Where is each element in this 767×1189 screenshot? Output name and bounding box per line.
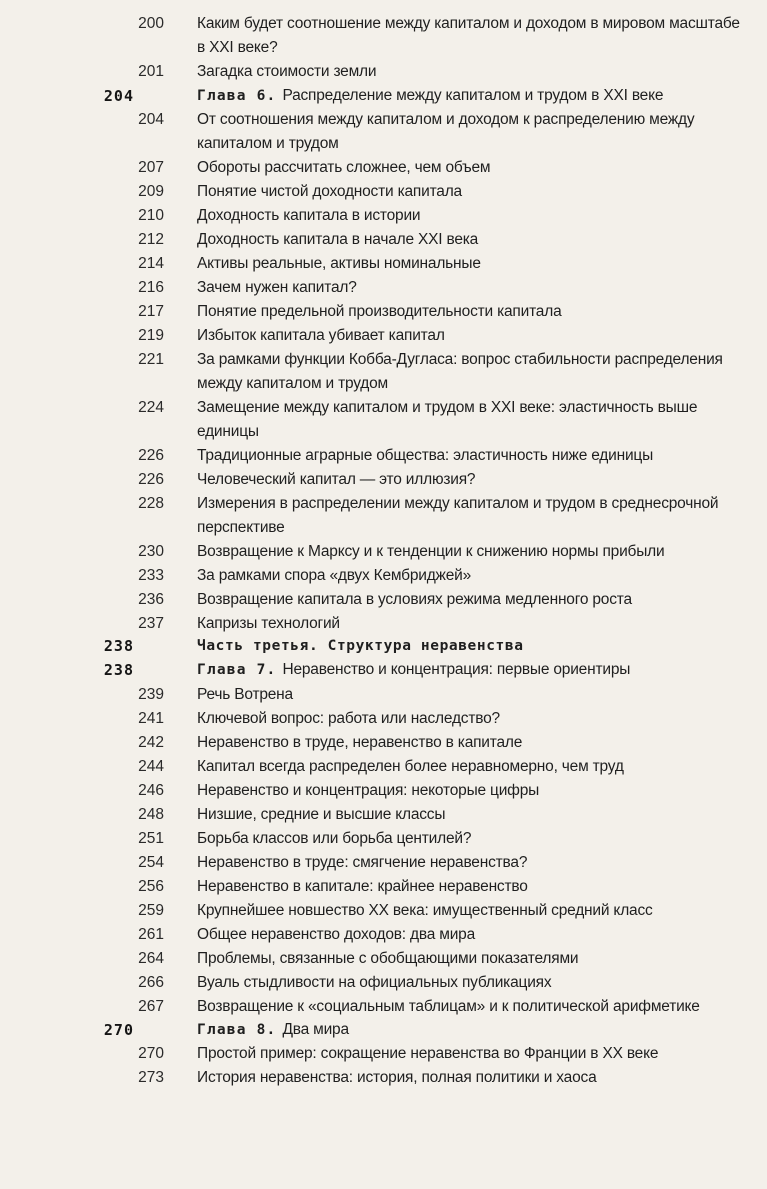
page-number: 210 [138, 207, 164, 224]
entry-title-wrap [197, 707, 742, 731]
entry-title-wrap [197, 683, 742, 707]
entry-title-wrap [197, 468, 742, 492]
section-title: От соотношения между капиталом и доходом к распределению между капиталом и трудом [197, 111, 695, 152]
section-title: За рамками спора «двух Кембриджей» [197, 567, 472, 584]
section-title: За рамками функции Кобба-Дугласа: вопрос стабильности распределения между капиталом и трудом [197, 351, 723, 392]
entry-title-wrap [197, 12, 742, 60]
page-number: 264 [138, 950, 164, 967]
entry-title-wrap [197, 444, 742, 468]
entry-title-wrap [197, 588, 742, 612]
entry-title-wrap [197, 851, 742, 875]
entry-title-wrap [197, 300, 742, 324]
chapter-title: Два мира [282, 1021, 349, 1038]
section-title: История неравенства: история, полная политики и хаоса [197, 1069, 597, 1086]
entry-title-wrap [197, 899, 742, 923]
chapter-label: Глава 6. [197, 88, 277, 104]
section-title: Зачем нужен капитал? [197, 279, 357, 296]
chapter-label: Глава 8. [197, 1022, 277, 1038]
entry-title-wrap [197, 971, 742, 995]
entry-title-wrap [197, 348, 742, 396]
page-number: 219 [138, 327, 164, 344]
section-title: Понятие предельной производительности капитала [197, 303, 562, 320]
page-number: 212 [138, 231, 164, 248]
page-number: 251 [138, 830, 164, 847]
entry-title-wrap [197, 84, 742, 108]
entry-title-wrap [197, 204, 742, 228]
page-number: 207 [138, 159, 164, 176]
section-title: Избыток капитала убивает капитал [197, 327, 445, 344]
section-title: Ключевой вопрос: работа или наследство? [197, 710, 500, 727]
entry-title-wrap [197, 1042, 742, 1066]
page-number: 204 [103, 87, 134, 105]
section-title: Борьба классов или борьба центилей? [197, 830, 472, 847]
page-number: 246 [138, 782, 164, 799]
page-number: 200 [138, 15, 164, 32]
page-number: 236 [138, 591, 164, 608]
page-number: 216 [138, 279, 164, 296]
page-number: 259 [138, 902, 164, 919]
page-number: 221 [138, 351, 164, 368]
section-title: Капризы технологий [197, 615, 340, 632]
section-title: Проблемы, связанные с обобщающими показателями [197, 950, 579, 967]
page-number: 237 [138, 615, 164, 632]
entry-title-wrap [197, 803, 742, 827]
entry-title-wrap [197, 180, 742, 204]
page-number: 248 [138, 806, 164, 823]
page-number: 209 [138, 183, 164, 200]
page-number: 238 [103, 637, 134, 655]
entry-title-wrap [197, 875, 742, 899]
page-number: 242 [138, 734, 164, 751]
section-title: Неравенство в труде: смягчение неравенства? [197, 854, 528, 871]
page-number: 226 [138, 471, 164, 488]
entry-title-wrap [197, 564, 742, 588]
entry-title-wrap [197, 156, 742, 180]
entry-title-wrap [197, 755, 742, 779]
part-title: Часть третья. Структура неравенства [197, 638, 524, 654]
section-title: Речь Вотрена [197, 686, 293, 703]
section-title: Традиционные аграрные общества: эластичность ниже единицы [197, 447, 654, 464]
section-title: Капитал всегда распределен более неравномерно, чем труд [197, 758, 624, 775]
entry-title-wrap [197, 947, 742, 971]
section-title: Простой пример: сокращение неравенства во Франции в XX веке [197, 1045, 659, 1062]
entry-title-wrap [197, 252, 742, 276]
entry-title-wrap [197, 1066, 742, 1090]
page-number: 230 [138, 543, 164, 560]
page-number: 244 [138, 758, 164, 775]
page-number: 254 [138, 854, 164, 871]
entry-title-wrap [197, 923, 742, 947]
entry-title-wrap [197, 995, 742, 1019]
section-title: Обороты рассчитать сложнее, чем объем [197, 159, 491, 176]
section-title: Понятие чистой доходности капитала [197, 183, 462, 200]
page-number: 228 [138, 495, 164, 512]
section-title: Возвращение к Марксу и к тенденции к снижению нормы прибыли [197, 543, 665, 560]
section-title: Низшие, средние и высшие классы [197, 806, 446, 823]
section-title: Неравенство в капитале: крайнее неравенство [197, 878, 528, 895]
entry-title-wrap [197, 540, 742, 564]
entry-title-wrap [197, 396, 742, 444]
entry-title-wrap [197, 658, 742, 682]
entry-title-wrap [197, 827, 742, 851]
page-number: 217 [138, 303, 164, 320]
page-number: 214 [138, 255, 164, 272]
section-title: Неравенство и концентрация: некоторые цифры [197, 782, 540, 799]
page-number: 270 [138, 1045, 164, 1062]
entry-title-wrap [197, 1018, 742, 1042]
section-title: Возвращение капитала в условиях режима медленного роста [197, 591, 632, 608]
page-number: 261 [138, 926, 164, 943]
section-title: Вуаль стыдливости на официальных публикациях [197, 974, 552, 991]
entry-title-wrap [197, 108, 742, 156]
page-number: 267 [138, 998, 164, 1015]
entry-title-wrap [197, 612, 742, 636]
entry-title-wrap [197, 228, 742, 252]
page-number: 266 [138, 974, 164, 991]
entry-title-wrap [197, 324, 742, 348]
section-title: Доходность капитала в начале XXI века [197, 231, 479, 248]
entry-title-wrap [197, 60, 742, 84]
page-number: 201 [138, 63, 164, 80]
entry-title-wrap [197, 276, 742, 300]
section-title: Возвращение к «социальным таблицам» и к политической арифметике [197, 998, 700, 1015]
section-title: Доходность капитала в истории [197, 207, 421, 224]
entry-title-wrap [197, 731, 742, 755]
section-title: Крупнейшее новшество XX века: имущественный средний класс [197, 902, 653, 919]
section-title: Измерения в распределении между капиталом и трудом в среднесрочной перспективе [197, 495, 719, 536]
page-number: 239 [138, 686, 164, 703]
entry-title-wrap [197, 779, 742, 803]
entry-title-wrap [197, 634, 742, 658]
section-title: Каким будет соотношение между капиталом и доходом в мировом масштабе в XXI веке? [197, 15, 740, 56]
page-number: 241 [138, 710, 164, 727]
section-title: Неравенство в труде, неравенство в капитале [197, 734, 523, 751]
section-title: Активы реальные, активы номинальные [197, 255, 481, 272]
chapter-title: Неравенство и концентрация: первые ориентиры [282, 661, 631, 678]
section-title: Загадка стоимости земли [197, 63, 377, 80]
section-title: Человеческий капитал — это иллюзия? [197, 471, 476, 488]
page-number: 270 [103, 1021, 134, 1039]
page-number: 273 [138, 1069, 164, 1086]
page-number: 238 [103, 661, 134, 679]
section-title: Общее неравенство доходов: два мира [197, 926, 476, 943]
page-number: 224 [138, 399, 164, 416]
chapter-title: Распределение между капиталом и трудом в XXI веке [282, 87, 664, 104]
section-title: Замещение между капиталом и трудом в XXI веке: эластичность выше единицы [197, 399, 698, 440]
page-number: 233 [138, 567, 164, 584]
page-number: 256 [138, 878, 164, 895]
entry-title-wrap [197, 492, 742, 540]
chapter-label: Глава 7. [197, 662, 277, 678]
page-number: 204 [138, 111, 164, 128]
page-number: 226 [138, 447, 164, 464]
